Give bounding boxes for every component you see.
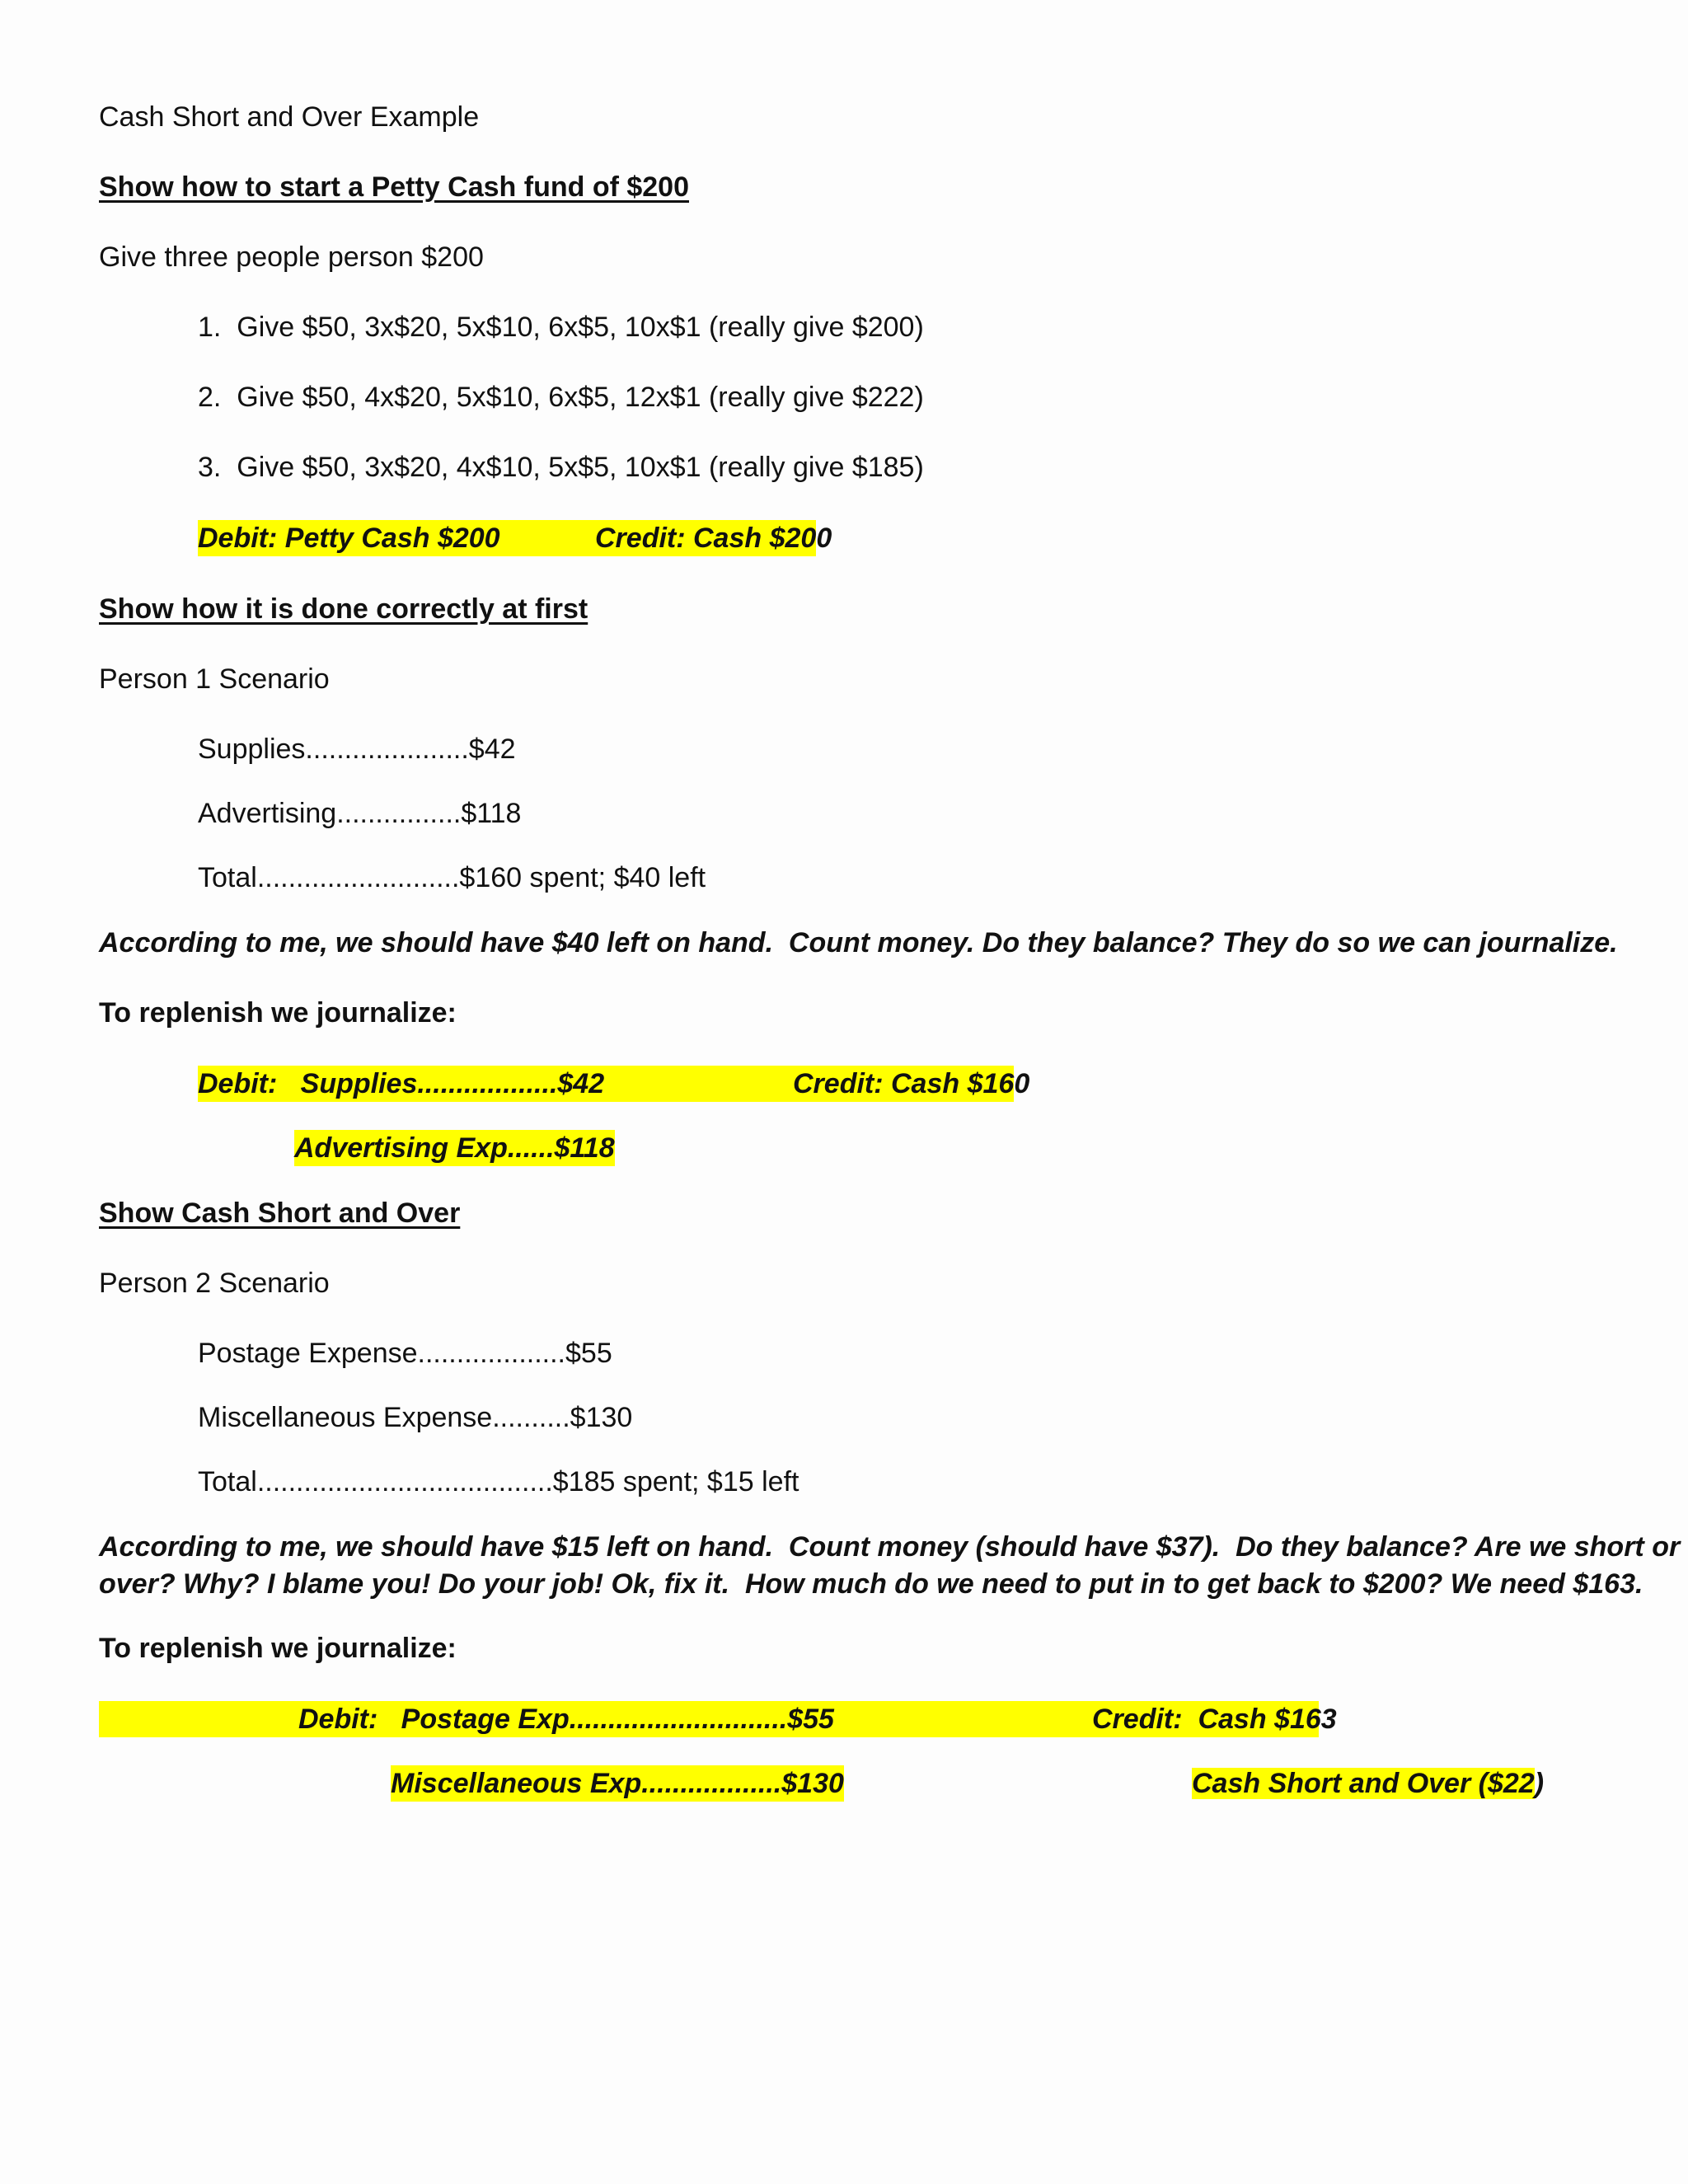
scenario-title: Person 1 Scenario — [99, 663, 330, 695]
expense-line: Postage Expense...................$55 — [198, 1338, 612, 1369]
list-item: 3. Give $50, 3x$20, 4x$10, 5x$5, 10x$1 (really give $185) — [198, 452, 924, 483]
section-heading-petty-cash: Show how to start a Petty Cash fund of $200 — [99, 171, 689, 203]
balance-note: According to me, we should have $40 left on hand. Count money. Do they balance? They do so we can journalize. — [99, 927, 1618, 958]
balance-note: over? Why? I blame you! Do your job! Ok, fix it. How much do we need to put in to get back to $200? We need $163. — [99, 1568, 1643, 1600]
list-item: 2. Give $50, 4x$20, 5x$10, 6x$5, 12x$1 (really give $222) — [198, 382, 924, 413]
expense-line: Advertising................$118 — [198, 798, 522, 829]
section-heading-correct: Show how it is done correctly at first — [99, 593, 588, 625]
balance-note: According to me, we should have $15 left on hand. Count money (should have $37). Do they balance? Are we short or — [99, 1531, 1681, 1563]
replenish-label: To replenish we journalize: — [99, 1633, 457, 1664]
scenario-title: Person 2 Scenario — [99, 1268, 330, 1299]
journal-entry-debit: Advertising Exp......$118 — [294, 1130, 615, 1166]
journal-entry-credit — [1192, 1765, 1544, 1802]
journal-entry-debit: Debit: Supplies..................$42 — [198, 1068, 605, 1099]
journal-entry-credit: Credit: Cash $200 — [595, 523, 832, 554]
list-item: 1. Give $50, 3x$20, 5x$10, 6x$5, 10x$1 (really give $200) — [198, 312, 924, 343]
journal-entry-credit: Credit: Cash $160 — [793, 1068, 1030, 1099]
document-title: Cash Short and Over Example — [99, 101, 480, 133]
section-heading-short-over: Show Cash Short and Over — [99, 1197, 461, 1229]
journal-entry-debit: Debit: Postage Exp............................$55 — [298, 1704, 834, 1735]
expense-line: Miscellaneous Expense..........$130 — [198, 1402, 633, 1433]
journal-entry-debit: Debit: Petty Cash $200 — [198, 523, 500, 554]
total-line: Total......................................$185 spent; $15 left — [198, 1466, 799, 1497]
total-line: Total..........................$160 spent; $40 left — [198, 862, 706, 893]
journal-entry-debit: Miscellaneous Exp..................$130 — [391, 1765, 844, 1802]
expense-line: Supplies.....................$42 — [198, 733, 516, 765]
closing-paren: ) — [1534, 1768, 1545, 1799]
replenish-label: To replenish we journalize: — [99, 997, 457, 1029]
journal-entry-credit-text: Cash Short and Over ($22 — [1192, 1768, 1535, 1799]
intro-text: Give three people person $200 — [99, 241, 484, 273]
journal-entry-credit: Credit: Cash $163 — [1092, 1704, 1337, 1735]
